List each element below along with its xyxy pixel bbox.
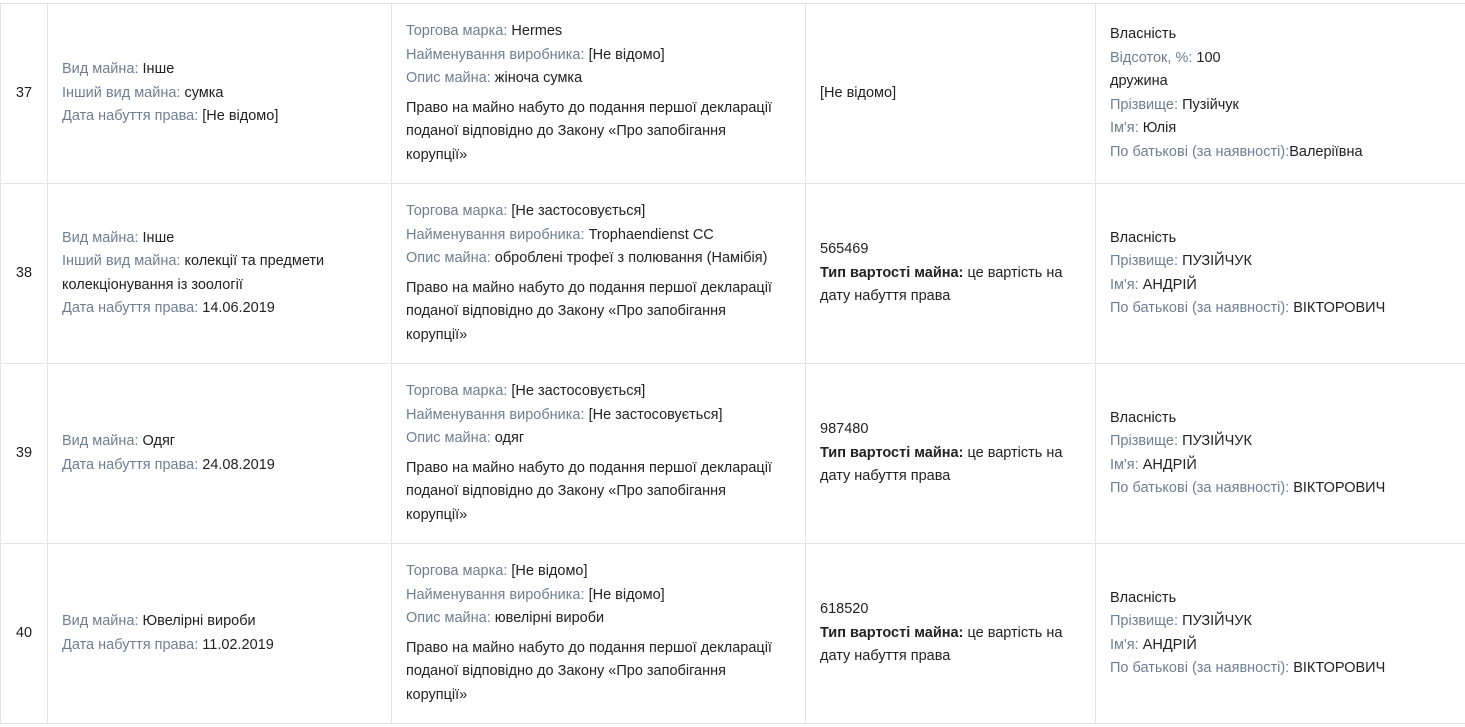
row-number: 39 bbox=[1, 364, 48, 544]
asset-type-cell bbox=[48, 544, 392, 724]
acquisition-date-value: 14.06.2019 bbox=[202, 300, 275, 316]
right-note: Право на майно набуто до подання першої декларації поданої відповідно до Закону «Про запобігання корупції» bbox=[406, 279, 772, 343]
trademark-value: [Не застосовується] bbox=[511, 203, 646, 219]
acquisition-date-label: Дата набуття права: bbox=[62, 456, 199, 473]
value-type-value: це вартість на дату набуття права bbox=[820, 444, 1063, 485]
manufacturer-label: Найменування виробника: bbox=[406, 226, 585, 243]
patronymic-label: По батькові (за наявності): bbox=[1110, 660, 1290, 676]
patronymic-label: По батькові (за наявності): bbox=[1110, 143, 1290, 160]
row-number: 38 bbox=[1, 184, 48, 364]
trademark-label: Торгова марка: bbox=[406, 563, 508, 579]
asset-type-cell bbox=[48, 184, 392, 364]
trademark-value: [Не відомо] bbox=[511, 563, 588, 579]
table-row bbox=[1, 184, 1465, 364]
acquisition-date-label: Дата набуття права: bbox=[62, 108, 199, 125]
value-type-label: Тип вартості майна: bbox=[820, 444, 964, 461]
right-note: Право на майно набуто до подання першої декларації поданої відповідно до Закону «Про запобігання корупції» bbox=[406, 99, 772, 163]
row-number: 40 bbox=[1, 544, 48, 724]
manufacturer-label: Найменування виробника: bbox=[406, 46, 585, 63]
trademark-label: Торгова марка: bbox=[406, 203, 508, 219]
name-value: Юлія bbox=[1142, 120, 1177, 136]
owner-cell bbox=[1096, 184, 1465, 364]
description-label: Опис майна: bbox=[406, 70, 491, 86]
asset-value: 565469 bbox=[820, 241, 869, 258]
name-label: Ім'я: bbox=[1110, 456, 1139, 473]
asset-details-cell bbox=[392, 544, 806, 724]
trademark-label: Торгова марка: bbox=[406, 23, 508, 39]
value-cell bbox=[806, 544, 1096, 724]
right-note: Право на майно набуто до подання першої декларації поданої відповідно до Закону «Про запобігання корупції» bbox=[406, 459, 772, 523]
asset-type-value: Інше bbox=[142, 229, 175, 246]
asset-type-value: Ювелірні вироби bbox=[142, 613, 256, 629]
description-label: Опис майна: bbox=[406, 610, 491, 626]
rights-type: Власність bbox=[1110, 229, 1177, 246]
patronymic-value: ВІКТОРОВИЧ bbox=[1293, 480, 1386, 496]
asset-value: [Не відомо] bbox=[820, 84, 897, 101]
table-row bbox=[1, 364, 1465, 544]
relation-value: дружина bbox=[1110, 73, 1168, 89]
other-asset-type-label: Інший вид майна: bbox=[62, 253, 181, 269]
trademark-value: Hermes bbox=[511, 23, 563, 39]
asset-details-cell bbox=[392, 4, 806, 184]
asset-type-label: Вид майна: bbox=[62, 613, 139, 629]
value-cell bbox=[806, 364, 1096, 544]
trademark-value: [Не застосовується] bbox=[511, 383, 646, 399]
asset-type-label: Вид майна: bbox=[62, 433, 139, 449]
surname-label: Прізвище: bbox=[1110, 433, 1179, 449]
acquisition-date-label: Дата набуття права: bbox=[62, 636, 199, 653]
asset-details-cell bbox=[392, 364, 806, 544]
description-value: одяг bbox=[494, 430, 525, 446]
manufacturer-value: Trophaendienst CC bbox=[588, 226, 714, 243]
manufacturer-value: [Не застосовується] bbox=[588, 406, 723, 423]
name-label: Ім'я: bbox=[1110, 636, 1139, 653]
patronymic-value: ВІКТОРОВИЧ bbox=[1293, 660, 1386, 676]
acquisition-date-value: 24.08.2019 bbox=[202, 456, 275, 473]
surname-value: Пузійчук bbox=[1182, 96, 1239, 113]
patronymic-value: ВІКТОРОВИЧ bbox=[1293, 300, 1386, 316]
rights-type: Власність bbox=[1110, 589, 1177, 606]
description-label: Опис майна: bbox=[406, 250, 491, 266]
surname-label: Прізвище: bbox=[1110, 613, 1179, 629]
surname-value: ПУЗІЙЧУК bbox=[1182, 253, 1252, 269]
asset-type-cell bbox=[48, 4, 392, 184]
value-cell bbox=[806, 4, 1096, 184]
value-type-value: це вартість на дату набуття права bbox=[820, 624, 1063, 665]
name-value: АНДРІЙ bbox=[1142, 636, 1197, 653]
description-value: жіноча сумка bbox=[494, 70, 583, 86]
manufacturer-label: Найменування виробника: bbox=[406, 406, 585, 423]
manufacturer-value: [Не відомо] bbox=[588, 586, 665, 603]
value-type-value: це вартість на дату набуття права bbox=[820, 264, 1063, 305]
surname-value: ПУЗІЙЧУК bbox=[1182, 433, 1252, 449]
value-type-label: Тип вартості майна: bbox=[820, 624, 964, 641]
acquisition-date-label: Дата набуття права: bbox=[62, 300, 199, 316]
description-value: оброблені трофеї з полювання (Намібія) bbox=[494, 250, 768, 266]
owner-cell bbox=[1096, 4, 1465, 184]
name-value: АНДРІЙ bbox=[1142, 276, 1197, 293]
asset-type-value: Інше bbox=[142, 61, 175, 78]
name-value: АНДРІЙ bbox=[1142, 456, 1197, 473]
manufacturer-value: [Не відомо] bbox=[588, 46, 665, 63]
patronymic-label: По батькові (за наявності): bbox=[1110, 480, 1290, 496]
asset-type-cell bbox=[48, 364, 392, 544]
owner-cell bbox=[1096, 544, 1465, 724]
other-asset-type-value: сумка bbox=[184, 84, 224, 101]
row-number: 37 bbox=[1, 4, 48, 184]
name-label: Ім'я: bbox=[1110, 276, 1139, 293]
asset-type-value: Одяг bbox=[142, 433, 176, 449]
table-row bbox=[1, 4, 1465, 184]
owner-cell bbox=[1096, 364, 1465, 544]
surname-value: ПУЗІЙЧУК bbox=[1182, 613, 1252, 629]
patronymic-label: По батькові (за наявності): bbox=[1110, 300, 1290, 316]
asset-type-label: Вид майна: bbox=[62, 61, 139, 78]
name-label: Ім'я: bbox=[1110, 120, 1139, 136]
other-asset-type-label: Інший вид майна: bbox=[62, 84, 181, 101]
other-asset-type-value: колекції та предмети колекціонування із зоології bbox=[62, 253, 325, 293]
patronymic-value: Валеріївна bbox=[1289, 143, 1363, 160]
asset-details-cell bbox=[392, 184, 806, 364]
acquisition-date-value: [Не відомо] bbox=[202, 108, 279, 125]
surname-label: Прізвище: bbox=[1110, 96, 1179, 113]
manufacturer-label: Найменування виробника: bbox=[406, 586, 585, 603]
asset-value: 618520 bbox=[820, 601, 869, 618]
table-row bbox=[1, 544, 1465, 724]
asset-type-label: Вид майна: bbox=[62, 229, 139, 246]
percent-value: 100 bbox=[1196, 49, 1221, 66]
value-cell bbox=[806, 184, 1096, 364]
description-label: Опис майна: bbox=[406, 430, 491, 446]
trademark-label: Торгова марка: bbox=[406, 383, 508, 399]
acquisition-date-value: 11.02.2019 bbox=[202, 636, 274, 653]
rights-type: Власність bbox=[1110, 26, 1177, 42]
movable-property-table bbox=[0, 3, 1465, 724]
percent-label: Відсоток, %: bbox=[1110, 49, 1193, 66]
value-type-label: Тип вартості майна: bbox=[820, 264, 964, 281]
surname-label: Прізвище: bbox=[1110, 253, 1179, 269]
description-value: ювелірні вироби bbox=[494, 610, 605, 626]
right-note: Право на майно набуто до подання першої декларації поданої відповідно до Закону «Про запобігання корупції» bbox=[406, 639, 772, 703]
rights-type: Власність bbox=[1110, 409, 1177, 426]
asset-value: 987480 bbox=[820, 421, 869, 438]
